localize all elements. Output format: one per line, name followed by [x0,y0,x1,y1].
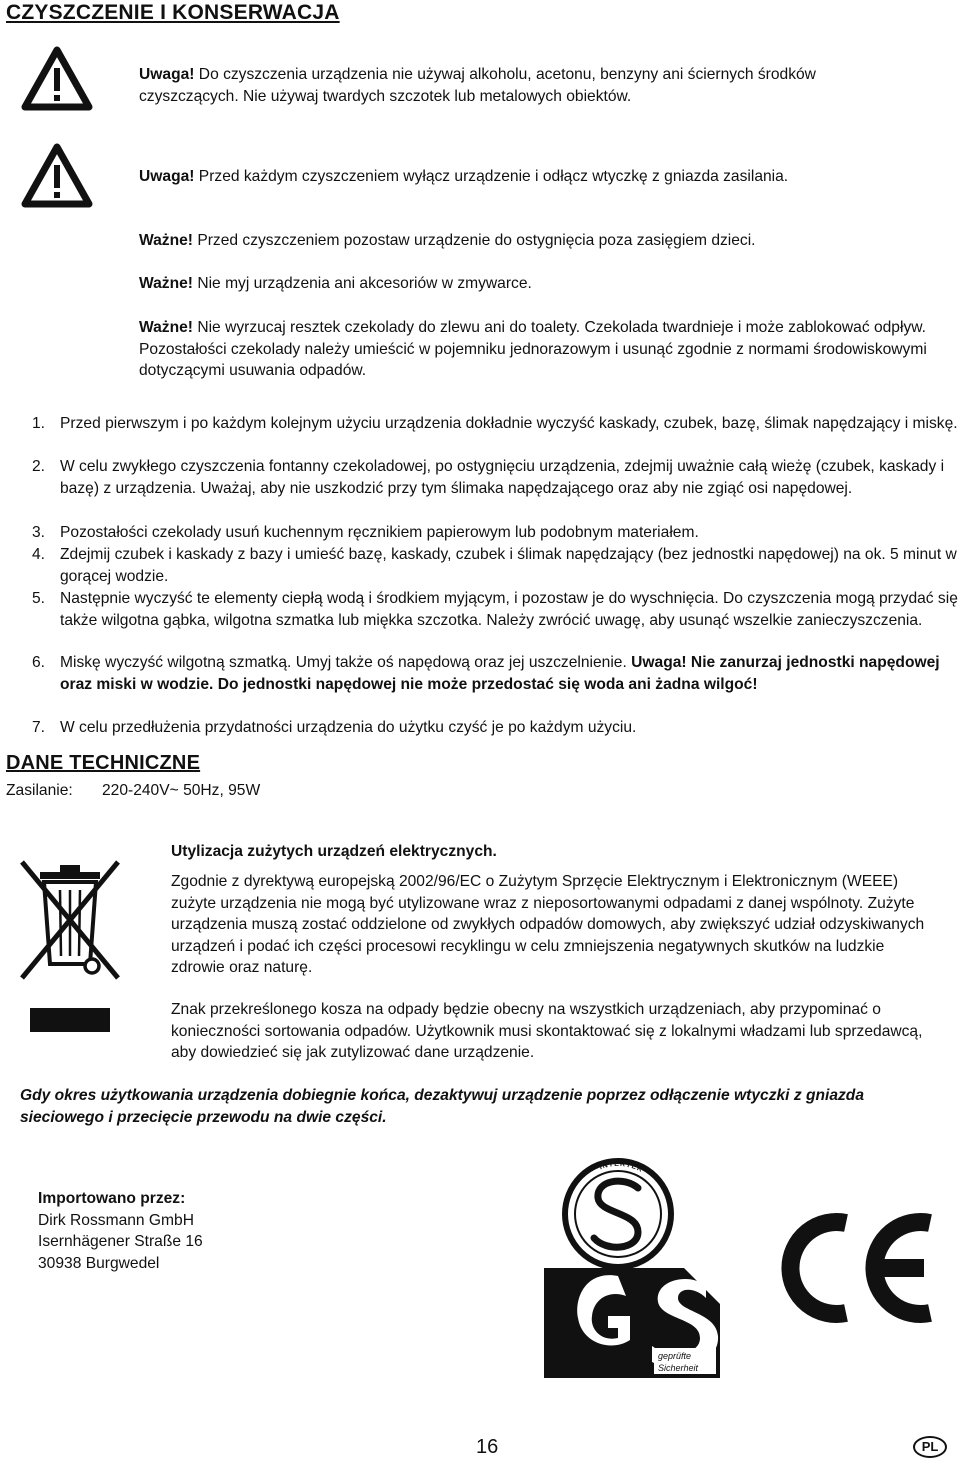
important-1-text: Przed czyszczeniem pozostaw urządzenie do ostygnięcia poza zasięgiem dzieci. [193,232,756,249]
important-3-text: Nie wyrzucaj resztek czekolady do zlewu ani do toalety. Czekolada twardnieje i może zablokować odpływ. Pozostałości czekolady należy umieścić w pojemniku jednorazowym i usunąć zgodnie z normami środowiskowymi dotyczącymi usuwania odpadów. [139,319,932,379]
disposal-para-1: Zgodnie z dyrektywą europejską 2002/96/EC o Zużytym Sprzęcie Elektrycznym i Elektronicznym (WEEE) zużyte urządzenia nie mogą być utylizowane wraz z nieposortowanymi odpadami z danej wspólnoty. Zużyte urządzenia muszą zostać oddzielone od zwykłych odpadów domowych, aby zwiększyć udział odzyskiwanych urządzeń i podać ich części procesowi recyklingu w celu zmniejszenia negatywnych skutków na ludzkie zdrowie oraz naturę. [171,873,925,976]
list-item-number: 7. [32,719,46,736]
language-badge [913,1436,947,1458]
disposal-title: Utylizacja zużytych urządzeń elektrycznych. [171,843,497,860]
important-2-text: Nie myj urządzenia ani akcesoriów w zmywarce. [193,275,532,292]
section-title-tech: DANE TECHNICZNE [6,752,201,774]
gs-ring-text: INTERTEK [598,1160,645,1175]
list-item-text-regular: Miskę wyczyść wilgotną szmatką. Umyj także oś napędową oraz jej uszczelnienie. [60,654,632,671]
important-3-label: Ważne! [139,319,193,336]
list-item-text: Zdejmij czubek i kaskady z bazy i umieść bazę, kaskady, czubek i ślimak napędzający (bez jednostki napędowej) na ok. 5 minut w gorącej wodzie. [60,546,957,585]
list-item-text: Pozostałości czekolady usuń kuchennym ręcznikiem papierowym lub podobnym materiałem. [60,524,699,541]
importer-city: 30938 Burgwedel [38,1255,160,1272]
important-2-label: Ważne! [139,275,193,292]
list-item-number: 3. [32,524,46,541]
warning-2-text: Przed każdym czyszczeniem wyłącz urządzenie i odłącz wtyczkę z gniazda zasilania. [194,168,789,185]
list-item-text: W celu zwykłego czyszczenia fontanny czekoladowej, po ostygnięciu urządzenia, zdejmij uważnie całą wieżę (czubek, kaskady i bazę) z urządzenia. Uważaj, aby nie uszkodzić przy tym ślimaka napędzającego oraz aby nie zgiąć osi napędowej. [60,458,945,497]
power-label: Zasilanie: [6,782,73,799]
language-badge-label: PL [921,1439,939,1454]
importer-label: Importowano przez: [38,1190,186,1207]
important-1-label: Ważne! [139,232,193,249]
importer-street: Isernhägener Straße 16 [38,1233,203,1250]
weee-crossed-bin-icon [14,858,126,1036]
warning-1-text: Do czyszczenia urządzenia nie używaj alkoholu, acetonu, benzyny ani ściernych środków czyszczących. Nie używaj twardych szczotek lub metalowych obiektów. [139,66,821,105]
list-item-text: Przed pierwszym i po każdym kolejnym użyciu urządzenia dokładnie wyczyść kaskady, czubek, bazę, ślimak napędzający i miskę. [60,415,958,432]
s-mark-icon [565,1161,671,1267]
list-item-text: Następnie wyczyść te elementy ciepłą wodą i środkiem myjącym, i pozostaw je do wyschnięcia. Do czyszczenia mogą przydać się także wilgotna gąbka, wilgotna szmatka lub miękka szczotka. Należy zwrócić uwagę, aby usunąć wszelkie zanieczyszczenia. [60,590,958,629]
page-number: 16 [476,1436,499,1458]
list-item-text-bold: Uwaga! Nie zanurzaj jednostki napędowej oraz miski w wodzie. Do jednostki napędowej nie może przedostać się woda ani żadna wilgoć! [60,654,940,693]
list-item-number: 1. [32,415,46,432]
list-item-text [60,652,960,695]
list-item-number: 6. [32,654,46,671]
section-title-cleaning: CZYSZCZENIE I KONSERWACJA [6,1,340,24]
warning-2-label: Uwaga! [139,168,195,185]
list-item-number: 4. [32,546,46,563]
power-value: 220-240V~ 50Hz, 95W [102,782,261,799]
list-item-number: 2. [32,458,46,475]
importer-company: Dirk Rossmann GmbH [38,1212,194,1229]
warning-1-label: Uwaga! [139,66,195,83]
gs-sub-text-1: geprüfte [658,1351,692,1361]
end-of-life-notice: Gdy okres użytkowania urządzenia dobiegnie końca, dezaktywuj urządzenie poprzez odłączenie wtyczki z gniazda sieciowego i przecięcie przewodu na dwie części. [20,1087,865,1126]
cleaning-steps-list [8,0,960,740]
ce-mark-icon [770,1211,942,1325]
list-item-number: 5. [32,590,46,607]
list-item-text: W celu przedłużenia przydatności urządzenia do użytku czyść je po każdym użyciu. [60,719,637,736]
gs-mark-icon [534,1152,734,1382]
disposal-para-2: Znak przekreślonego kosza na odpady będzie obecny na wszystkich urządzeniach, aby przypominać o konieczności sortowania odpadów. Użytkownik musi skontaktować się z lokalnymi władzami lub sprzedawcą, aby dowiedzieć się jak zutylizować dane urządzenie. [171,1001,923,1061]
gs-sub-text-2: Sicherheit [658,1363,699,1373]
